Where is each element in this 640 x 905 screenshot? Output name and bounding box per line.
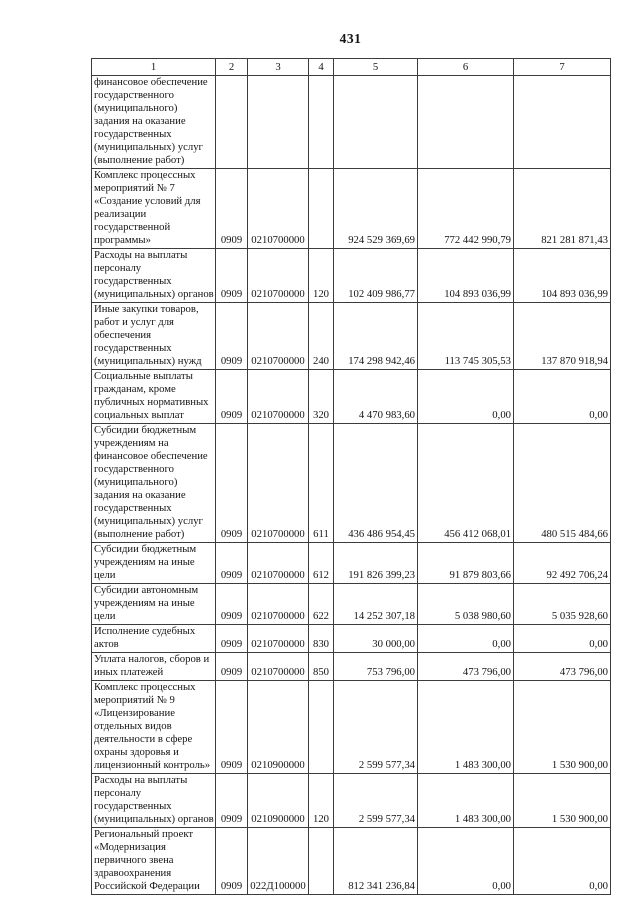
target-article-cell: 022Д100000 <box>248 828 309 895</box>
target-article-cell: 0210700000 <box>248 370 309 424</box>
amount-col6-cell: 5 038 980,60 <box>418 584 514 625</box>
target-article-cell <box>248 76 309 169</box>
expense-type-cell: 830 <box>309 625 334 653</box>
amount-col5-cell: 753 796,00 <box>334 653 418 681</box>
amount-col6-cell: 1 483 300,00 <box>418 774 514 828</box>
column-header: 2 <box>216 59 248 76</box>
target-article-cell: 0210700000 <box>248 169 309 249</box>
target-article-cell: 0210700000 <box>248 584 309 625</box>
expense-name-cell: Субсидии бюджетным учреждениям на иные цели <box>92 543 216 584</box>
expense-name-cell: Комплекс процессных мероприятий № 7 «Создание условий для реализации государственной программы» <box>92 169 216 249</box>
table-row <box>92 249 611 303</box>
column-header: 4 <box>309 59 334 76</box>
amount-col7-cell: 1 530 900,00 <box>514 774 611 828</box>
target-article-cell: 0210900000 <box>248 774 309 828</box>
amount-col6-cell: 1 483 300,00 <box>418 681 514 774</box>
expense-type-cell: 850 <box>309 653 334 681</box>
expense-name-cell: Иные закупки товаров, работ и услуг для обеспечения государственных (муниципальных) нужд <box>92 303 216 370</box>
expense-name-cell: Расходы на выплаты персоналу государственных (муниципальных) органов <box>92 249 216 303</box>
amount-col6-cell: 0,00 <box>418 370 514 424</box>
amount-col7-cell <box>514 76 611 169</box>
expense-type-cell <box>309 76 334 169</box>
amount-col5-cell: 924 529 369,69 <box>334 169 418 249</box>
amount-col5-cell: 174 298 942,46 <box>334 303 418 370</box>
amount-col7-cell: 821 281 871,43 <box>514 169 611 249</box>
amount-col7-cell: 480 515 484,66 <box>514 424 611 543</box>
target-article-cell: 0210700000 <box>248 303 309 370</box>
amount-col5-cell: 30 000,00 <box>334 625 418 653</box>
section-code-cell: 0909 <box>216 681 248 774</box>
amount-col6-cell: 473 796,00 <box>418 653 514 681</box>
table-body <box>92 76 611 895</box>
column-header: 3 <box>248 59 309 76</box>
expense-type-cell: 612 <box>309 543 334 584</box>
expense-name-cell: Комплекс процессных мероприятий № 9 «Лицензирование отдельных видов деятельности в сфере охраны здоровья и лицензионный контроль» <box>92 681 216 774</box>
section-code-cell: 0909 <box>216 370 248 424</box>
target-article-cell: 0210700000 <box>248 625 309 653</box>
amount-col7-cell: 0,00 <box>514 370 611 424</box>
table-row <box>92 653 611 681</box>
table-row <box>92 828 611 895</box>
amount-col5-cell: 191 826 399,23 <box>334 543 418 584</box>
amount-col7-cell: 92 492 706,24 <box>514 543 611 584</box>
section-code-cell: 0909 <box>216 543 248 584</box>
amount-col5-cell: 436 486 954,45 <box>334 424 418 543</box>
expense-name-cell: Субсидии автономным учреждениям на иные цели <box>92 584 216 625</box>
expense-name-cell: финансовое обеспечение государственного (муниципального) задания на оказание государственных (муниципальных) услуг (выполнение работ) <box>92 76 216 169</box>
expense-name-cell: Исполнение судебных актов <box>92 625 216 653</box>
document-sheet <box>91 0 610 895</box>
table-header-row <box>92 59 611 76</box>
table-row <box>92 303 611 370</box>
table-row <box>92 584 611 625</box>
expense-type-cell: 320 <box>309 370 334 424</box>
expense-name-cell: Расходы на выплаты персоналу государственных (муниципальных) органов <box>92 774 216 828</box>
amount-col5-cell: 14 252 307,18 <box>334 584 418 625</box>
amount-col7-cell: 0,00 <box>514 828 611 895</box>
section-code-cell: 0909 <box>216 303 248 370</box>
amount-col6-cell: 104 893 036,99 <box>418 249 514 303</box>
section-code-cell: 0909 <box>216 249 248 303</box>
expense-name-cell: Субсидии бюджетным учреждениям на финансовое обеспечение государственного (муниципального) задания на оказание государственных (муниципальных) услуг (выполнение работ) <box>92 424 216 543</box>
section-code-cell: 0909 <box>216 828 248 895</box>
column-header: 7 <box>514 59 611 76</box>
expense-name-cell: Региональный проект «Модернизация первичного звена здравоохранения Российской Федерации <box>92 828 216 895</box>
amount-col6-cell: 772 442 990,79 <box>418 169 514 249</box>
table-row <box>92 681 611 774</box>
target-article-cell: 0210900000 <box>248 681 309 774</box>
target-article-cell: 0210700000 <box>248 249 309 303</box>
expense-type-cell <box>309 681 334 774</box>
amount-col6-cell: 0,00 <box>418 828 514 895</box>
table-row <box>92 169 611 249</box>
amount-col6-cell: 113 745 305,53 <box>418 303 514 370</box>
section-code-cell <box>216 76 248 169</box>
expense-name-cell: Социальные выплаты гражданам, кроме публичных нормативных социальных выплат <box>92 370 216 424</box>
target-article-cell: 0210700000 <box>248 543 309 584</box>
table-row <box>92 76 611 169</box>
expense-type-cell <box>309 828 334 895</box>
amount-col6-cell <box>418 76 514 169</box>
column-header: 6 <box>418 59 514 76</box>
section-code-cell: 0909 <box>216 424 248 543</box>
amount-col5-cell: 812 341 236,84 <box>334 828 418 895</box>
amount-col7-cell: 104 893 036,99 <box>514 249 611 303</box>
section-code-cell: 0909 <box>216 653 248 681</box>
table-row <box>92 774 611 828</box>
expense-name-cell: Уплата налогов, сборов и иных платежей <box>92 653 216 681</box>
section-code-cell: 0909 <box>216 774 248 828</box>
expense-type-cell: 611 <box>309 424 334 543</box>
table-row <box>92 424 611 543</box>
table-row <box>92 370 611 424</box>
page-number: 431 <box>339 31 362 46</box>
budget-table <box>91 58 611 895</box>
target-article-cell: 0210700000 <box>248 424 309 543</box>
amount-col6-cell: 456 412 068,01 <box>418 424 514 543</box>
amount-col6-cell: 91 879 803,66 <box>418 543 514 584</box>
amount-col5-cell <box>334 76 418 169</box>
amount-col6-cell: 0,00 <box>418 625 514 653</box>
amount-col5-cell: 2 599 577,34 <box>334 774 418 828</box>
amount-col7-cell: 137 870 918,94 <box>514 303 611 370</box>
expense-type-cell: 622 <box>309 584 334 625</box>
section-code-cell: 0909 <box>216 169 248 249</box>
amount-col5-cell: 2 599 577,34 <box>334 681 418 774</box>
expense-type-cell <box>309 169 334 249</box>
section-code-cell: 0909 <box>216 625 248 653</box>
table-row <box>92 625 611 653</box>
section-code-cell: 0909 <box>216 584 248 625</box>
expense-type-cell: 120 <box>309 774 334 828</box>
target-article-cell: 0210700000 <box>248 653 309 681</box>
amount-col7-cell: 1 530 900,00 <box>514 681 611 774</box>
amount-col5-cell: 102 409 986,77 <box>334 249 418 303</box>
expense-type-cell: 240 <box>309 303 334 370</box>
amount-col5-cell: 4 470 983,60 <box>334 370 418 424</box>
amount-col7-cell: 5 035 928,60 <box>514 584 611 625</box>
table-row <box>92 543 611 584</box>
amount-col7-cell: 473 796,00 <box>514 653 611 681</box>
amount-col7-cell: 0,00 <box>514 625 611 653</box>
column-header: 5 <box>334 59 418 76</box>
column-header: 1 <box>92 59 216 76</box>
expense-type-cell: 120 <box>309 249 334 303</box>
